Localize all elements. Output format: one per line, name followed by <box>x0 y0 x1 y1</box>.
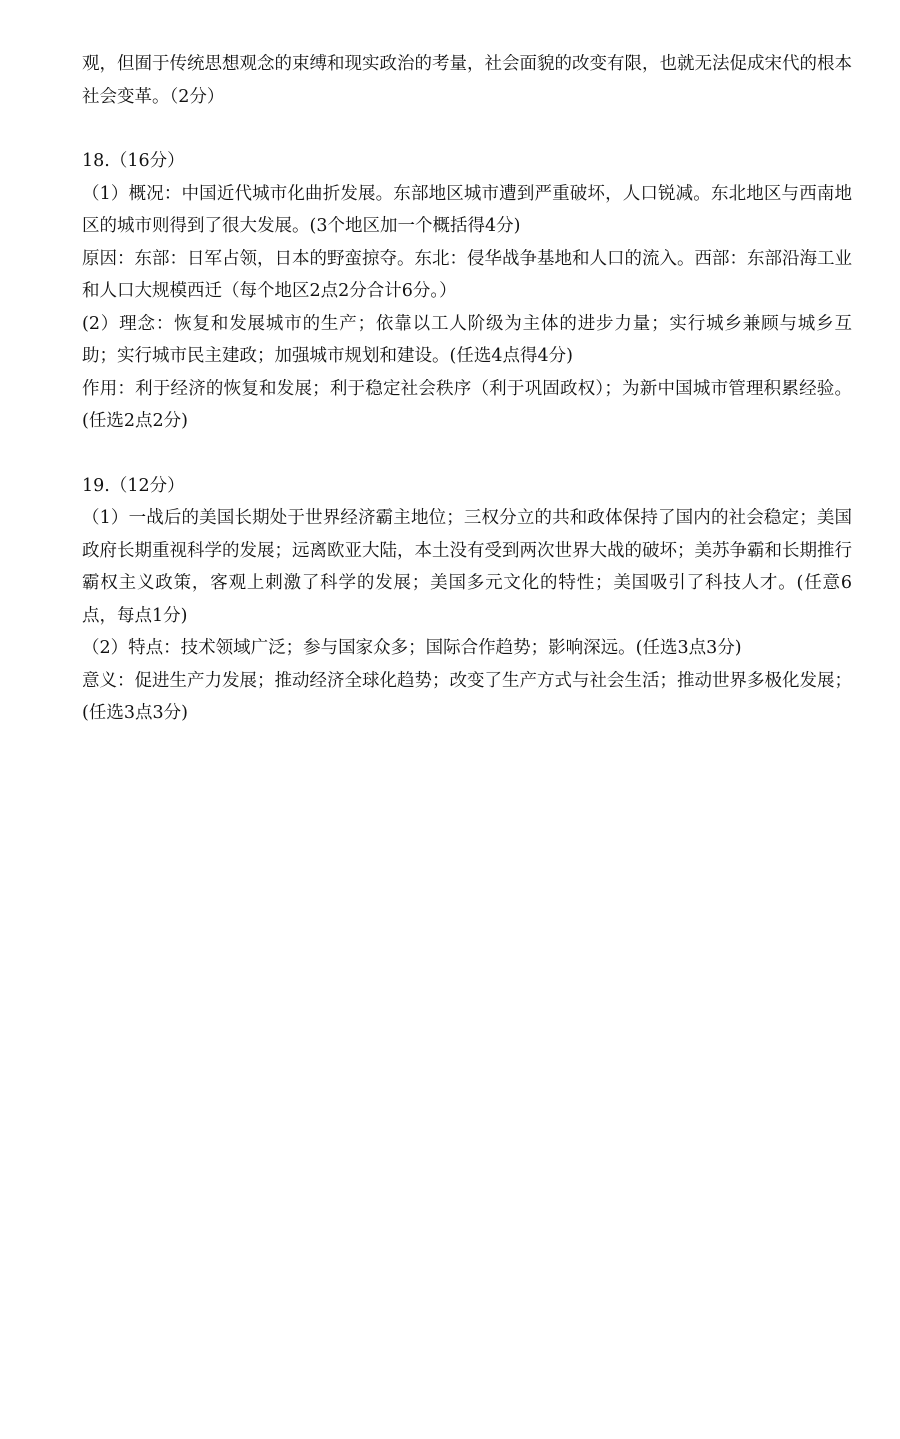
question-18-part1-overview: （1）概况：中国近代城市化曲折发展。东部地区城市遭到严重破坏，人口锐减。东北地区与西南地区的城市则得到了很大发展。(3个地区加一个概括得4分) <box>82 183 852 236</box>
section-gap <box>82 113 852 145</box>
question-19-part2-significance: 意义：促进生产力发展；推动经济全球化趋势；改变了生产方式与社会生活；推动世界多极化发展；(任选3点3分) <box>82 670 852 723</box>
answer-content <box>82 48 852 730</box>
question-19-heading: 19.（12分） <box>82 475 185 496</box>
continuation-paragraph: 观，但囿于传统思想观念的束缚和现实政治的考量，社会面貌的改变有限，也就无法促成宋代的根本社会变革。（2分） <box>82 54 852 107</box>
question-18-part1-reasons: 原因：东部：日军占领，日本的野蛮掠夺。东北：侵华战争基地和人口的流入。西部：东部沿海工业和人口大规模西迁（每个地区2点2分合计6分。） <box>82 248 852 301</box>
question-19-part2-features: （2）特点：技术领域广泛；参与国家众多；国际合作趋势；影响深远。(任选3点3分) <box>82 638 742 658</box>
question-18-heading: 18.（16分） <box>82 151 185 171</box>
question-18-part2-effects: 作用：利于经济的恢复和发展；利于稳定社会秩序（利于巩固政权）；为新中国城市管理积累经验。(任选2点2分) <box>82 378 852 431</box>
question-18-part2-concepts: (2）理念：恢复和发展城市的生产；依靠以工人阶级为主体的进步力量；实行城乡兼顾与城乡互助；实行城市民主建政；加强城市规划和建设。(任选4点得4分) <box>82 313 852 366</box>
section-gap <box>82 438 852 470</box>
question-19-part1-reasons: （1）一战后的美国长期处于世界经济霸主地位；三权分立的共和政体保持了国内的社会稳定；美国政府长期重视科学的发展；远离欧亚大陆，本土没有受到两次世界大战的破坏；美苏争霸和长期推行霸权主义政策，客观上刺激了科学的发展；美国多元文化的特性；美国吸引了科技人才。(任意6点，每点1分) <box>82 508 852 626</box>
